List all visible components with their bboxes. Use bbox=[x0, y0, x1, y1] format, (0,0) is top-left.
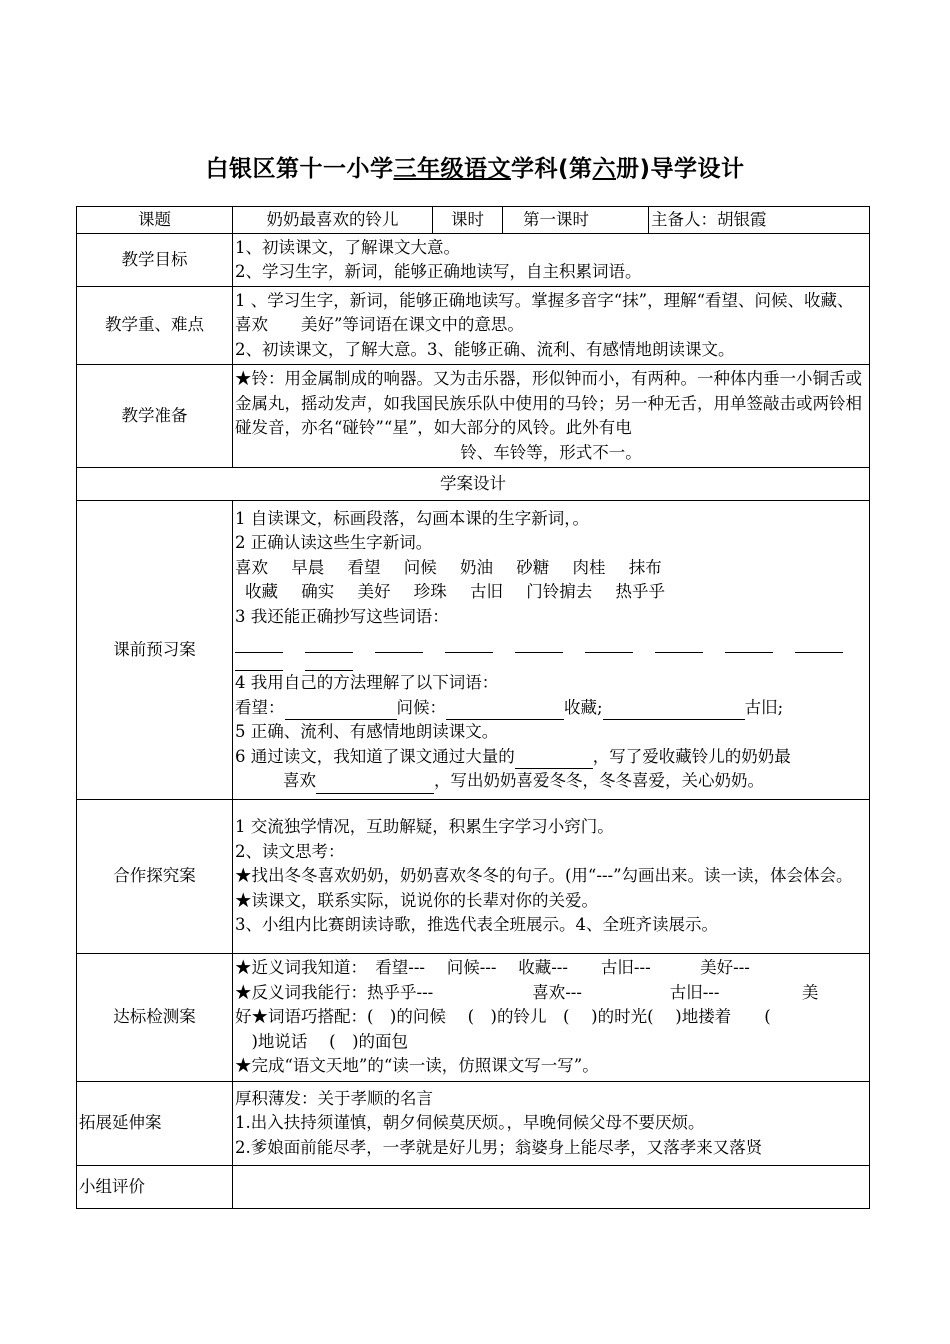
extension-line: 1.出入扶持须谨慎，朝夕伺候莫厌烦。，早晚伺候父母不要厌烦。 bbox=[235, 1113, 705, 1133]
preview-line-6 bbox=[235, 745, 867, 770]
assessment-line: 好★词语巧搭配：( )的问候 ( )的铃儿 ( )的时光( )地搂着 ( bbox=[235, 1007, 771, 1027]
blank-line[interactable] bbox=[235, 635, 283, 653]
assessment-label: 达标检测案 bbox=[77, 954, 233, 1082]
word: 珍珠 bbox=[413, 582, 447, 601]
copy-blanks bbox=[235, 629, 867, 671]
extension-line: 厚积薄发：关于孝顺的名言 bbox=[235, 1088, 433, 1108]
cooperate-line: 3、小组内比赛朗读诗歌，推选代表全班展示。4、全班齐读展示。 bbox=[235, 915, 718, 935]
preview-line-2: 2 正确认读这些生字新词。 bbox=[235, 533, 433, 552]
word: 奶油 bbox=[460, 557, 493, 577]
preview-label: 课前预习案 bbox=[77, 501, 233, 800]
assessment-line: )地说话 ( )的面包 bbox=[235, 1031, 409, 1051]
blank-line[interactable] bbox=[585, 635, 633, 653]
word: 古旧 bbox=[470, 582, 503, 601]
key-points-row bbox=[77, 287, 870, 365]
cooperate-line: ★读课文，联系实际，说说你的长辈对你的关爱。 bbox=[235, 890, 598, 910]
title-part-4: 六 bbox=[592, 156, 616, 182]
cooperate-line: 2、读文思考： bbox=[235, 841, 345, 861]
blank-line[interactable] bbox=[515, 750, 593, 769]
cooperate-line: 1 交流独学情况，互助解疑，积累生字学习小窍门。 bbox=[235, 817, 614, 837]
key-point-line: 1 、学习生字，新词，能够正确地读写。掌握多音字“抹”，理解“看望、问候、收藏、喜欢 美好”等词语在课文中的意思。 bbox=[235, 290, 854, 335]
assessment-line: ★完成“语文天地”的“读一读，仿照课文写一写”。 bbox=[235, 1056, 599, 1076]
group-eval-row bbox=[77, 1166, 870, 1209]
goals-row bbox=[77, 234, 870, 287]
word: 问候 bbox=[403, 557, 437, 577]
word: 肉桂 bbox=[572, 557, 606, 577]
word: 看望 bbox=[347, 557, 381, 577]
word-d: 古旧; bbox=[744, 697, 784, 717]
blank-line[interactable] bbox=[305, 635, 353, 653]
key-points-content bbox=[233, 287, 870, 365]
lesson-design-table bbox=[76, 206, 870, 1209]
word: 美好 bbox=[357, 582, 391, 601]
preview-line-1: 1 自读课文，标画段落，勾画本课的生字新词，。 bbox=[235, 508, 589, 528]
extension-row bbox=[77, 1082, 870, 1166]
preparation-last: 铃、车铃等，形式不一。 bbox=[460, 442, 642, 462]
preview-line-6c: 喜欢 bbox=[283, 771, 316, 790]
preparation-label: 教学准备 bbox=[77, 365, 233, 468]
word: 早晨 bbox=[291, 557, 325, 577]
word: 收藏 bbox=[245, 582, 278, 601]
cooperate-label: 合作探究案 bbox=[77, 800, 233, 954]
word-c: 收藏; bbox=[564, 697, 603, 717]
topic-value: 奶奶最喜欢的铃儿 bbox=[233, 207, 433, 234]
blank-line[interactable] bbox=[515, 635, 563, 653]
blank-line[interactable] bbox=[445, 635, 493, 653]
assessment-row bbox=[77, 954, 870, 1082]
word-b: 问候： bbox=[396, 697, 446, 717]
period-label: 课时 bbox=[433, 207, 503, 234]
extension-label: 拓展延伸案 bbox=[77, 1082, 233, 1166]
blank-line[interactable] bbox=[446, 701, 564, 720]
word: 砂糖 bbox=[516, 557, 550, 577]
cooperate-row bbox=[77, 800, 870, 954]
preview-content bbox=[233, 501, 870, 800]
preview-line-6d: ，写出奶奶喜爱冬冬，冬冬喜爱，关心奶奶。 bbox=[434, 771, 764, 790]
word-a: 看望： bbox=[235, 697, 285, 717]
blank-line[interactable] bbox=[795, 635, 843, 653]
preview-line-7 bbox=[235, 769, 867, 794]
extension-content bbox=[233, 1082, 870, 1166]
title-part-1: 白银区第十一小学 bbox=[205, 156, 394, 182]
blank-line[interactable] bbox=[285, 701, 397, 720]
word: 抹布 bbox=[628, 557, 662, 577]
preview-line-5: 5 正确、流利、有感情地朗读课文。 bbox=[235, 722, 499, 741]
preview-line-6a: 6 通过读文，我知道了课文通过大量的 bbox=[235, 746, 515, 766]
preview-line-6b: ，写了爱收藏铃儿的奶奶最 bbox=[592, 746, 791, 766]
blank-line[interactable] bbox=[235, 653, 283, 671]
preview-row bbox=[77, 501, 870, 800]
word-list-2 bbox=[235, 580, 867, 605]
cooperate-content bbox=[233, 800, 870, 954]
blank-line[interactable] bbox=[316, 775, 434, 794]
word: 喜欢 bbox=[235, 557, 268, 577]
assessment-content bbox=[233, 954, 870, 1082]
title-part-3: 学科(第 bbox=[510, 156, 593, 182]
preview-line-3: 3 我还能正确抄写这些词语： bbox=[235, 606, 449, 626]
blank-line[interactable] bbox=[655, 635, 703, 653]
cooperate-line: ★找出冬冬喜欢奶奶，奶奶喜欢冬冬的句子。(用“---”勾画出来。读一读，体会体会。 bbox=[235, 866, 853, 886]
page-title bbox=[0, 150, 950, 183]
goal-line: 1、初读课文，了解课文大意。 bbox=[235, 237, 460, 257]
blank-line[interactable] bbox=[375, 635, 423, 653]
topic-label: 课题 bbox=[77, 207, 233, 234]
goals-label: 教学目标 bbox=[77, 234, 233, 287]
section-header-row bbox=[77, 468, 870, 501]
header-row bbox=[77, 207, 870, 234]
key-points-label: 教学重、难点 bbox=[77, 287, 233, 365]
word-list-1 bbox=[235, 556, 867, 581]
blank-line[interactable] bbox=[725, 635, 773, 653]
goal-line: 2、学习生字，新词，能够正确地读写，自主积累词语。 bbox=[235, 262, 642, 281]
section-header: 学案设计 bbox=[77, 468, 870, 501]
goals-content bbox=[233, 234, 870, 287]
assessment-line: ★近义词我知道： 看望--- 问候--- 收藏--- 古旧--- 美好--- bbox=[235, 958, 750, 978]
blank-line[interactable] bbox=[305, 653, 353, 671]
word: 门铃掮去 bbox=[526, 582, 593, 601]
assessment-line: ★反义词我能行：热乎乎--- 喜欢--- 古旧--- 美 bbox=[235, 982, 819, 1002]
preparation-text: ★铃：用金属制成的响器。又为击乐器，形似钟而小，有两种。一种体内垂一小铜舌或金属丸，摇动发声，如我国民族乐队中使用的马铃；另一种无舌，用单签敲击或两铃相碰发音，亦名“碰铃”“星”，如大部分的风铃。此外有电 bbox=[235, 369, 862, 437]
extension-line: 2.爹娘面前能尽孝，一孝就是好儿男；翁婆身上能尽孝，又落孝来又落贤 bbox=[235, 1137, 763, 1157]
period-value: 第一课时 bbox=[503, 207, 649, 234]
word: 热乎乎 bbox=[615, 582, 665, 601]
word-meaning-line bbox=[235, 696, 867, 721]
preparation-content bbox=[233, 365, 870, 468]
group-eval-label: 小组评价 bbox=[77, 1166, 233, 1209]
blank-line[interactable] bbox=[603, 701, 745, 720]
preparer: 主备人：胡银霞 bbox=[649, 207, 870, 234]
title-part-2: 三年级语文 bbox=[393, 156, 511, 182]
preview-line-4: 4 我用自己的方法理解了以下词语： bbox=[235, 673, 499, 692]
group-eval-field[interactable] bbox=[233, 1166, 870, 1209]
word: 确实 bbox=[301, 582, 335, 601]
key-point-line: 2、初读课文，了解大意。3、能够正确、流利、有感情地朗读课文。 bbox=[235, 339, 735, 359]
preparation-row bbox=[77, 365, 870, 468]
title-part-5: 册)导学设计 bbox=[616, 156, 745, 182]
